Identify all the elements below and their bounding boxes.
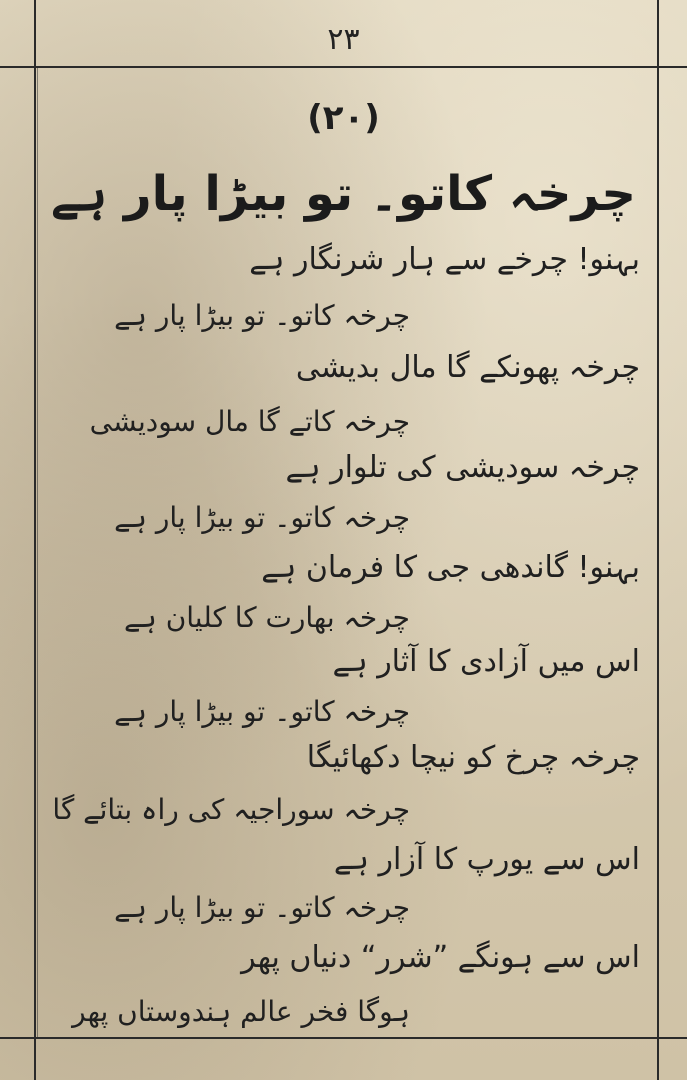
poem-line: چرخہ کاتو۔ تو بیڑا پار ہے (114, 695, 410, 728)
poem-line: چرخہ کاتے گا مال سودیشی (89, 405, 410, 438)
poem-line: ہوگا فخر عالم ہندوستاں پھر (72, 995, 410, 1028)
right-margin-rule (657, 0, 659, 1080)
bottom-rule (0, 1037, 687, 1039)
poem-line: اس میں آزادی کا آثار ہے (332, 644, 640, 679)
poem-line: بہنو! چرخے سے ہار شرنگار ہے (249, 242, 640, 277)
poem-line: چرخہ کاتو۔ تو بیڑا پار ہے (114, 501, 410, 534)
poem-line: چرخہ چرخ کو نیچا دکھائیگا (306, 740, 640, 775)
top-rule (0, 66, 687, 68)
poem-line: چرخہ کاتو۔ تو بیڑا پار ہے (114, 299, 410, 332)
poem-line: اس سے یورپ کا آزار ہے (333, 842, 640, 877)
poem-title: چرخہ کاتو۔ تو بیڑا پار ہے (51, 166, 636, 222)
poem-number: (۲۰) (307, 98, 380, 138)
page-number: ۲۳ (327, 22, 360, 57)
poem-line: چرخہ سودیشی کی تلوار ہے (285, 450, 640, 485)
poem-line: چرخہ پھونکے گا مال بدیشی (295, 350, 640, 385)
left-margin-rule (34, 0, 36, 1080)
poem-line: اس سے ہونگے ”شرر“ دنیاں پھر (241, 940, 640, 975)
poem-line: چرخہ سوراجیہ کی راہ بتائے گا (52, 793, 410, 826)
poem-line: بہنو! گاندھی جی کا فرمان ہے (261, 550, 640, 585)
poem-line: چرخہ بھارت کا کلیان ہے (123, 601, 410, 634)
poem-line: چرخہ کاتو۔ تو بیڑا پار ہے (114, 891, 410, 924)
